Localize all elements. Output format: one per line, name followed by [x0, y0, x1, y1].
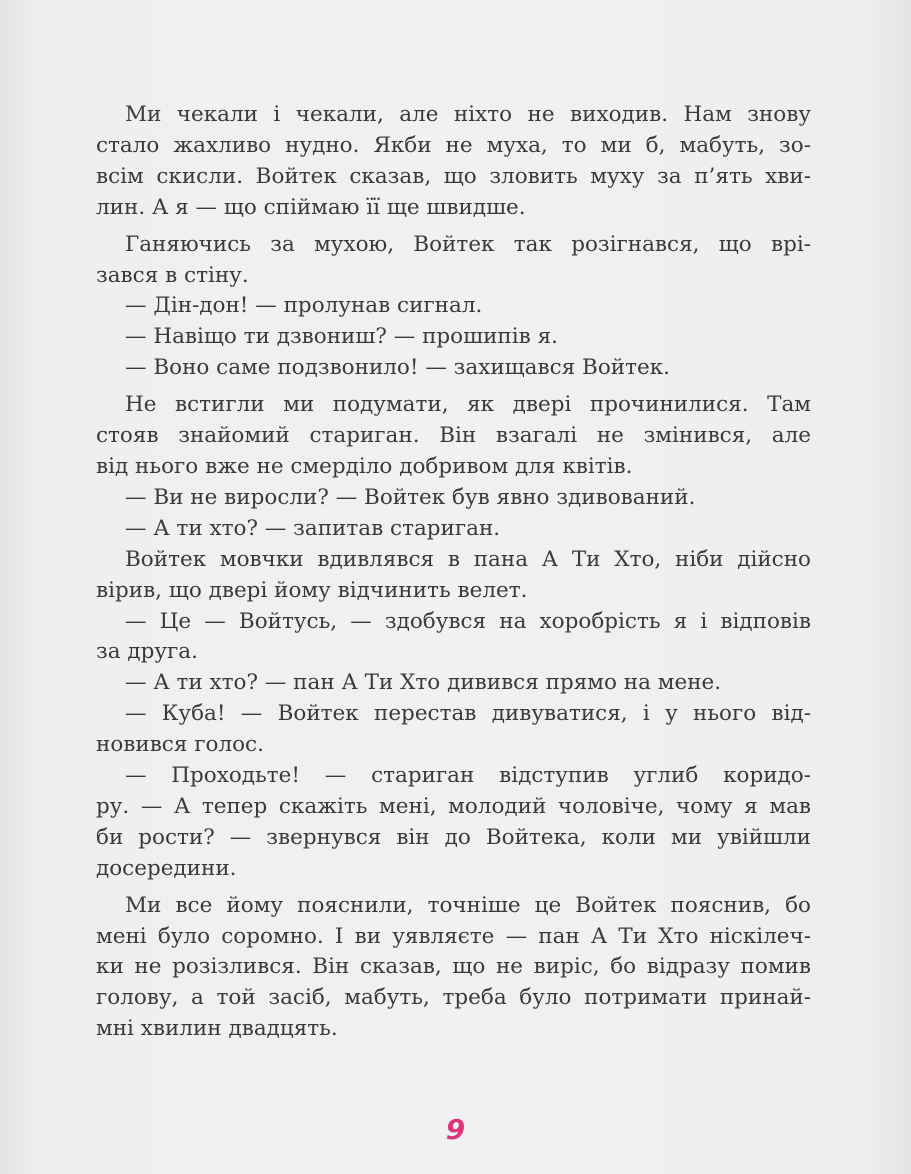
text-line: від нього вже не смерділо добривом для квітів.	[96, 453, 633, 479]
dialogue-line: — Ви не виросли? — Войтек був явно здивований.	[125, 484, 696, 510]
text-line: ки не розізлився. Він сказав, що не виріс, бо відразу помив	[96, 954, 811, 980]
text-line: Войтек мовчки вдивлявся в пана А Ти Хто, ніби дійсно	[125, 546, 811, 572]
dialogue-line: — Куба! — Войтек перестав дивуватися, і у нього від-	[125, 701, 811, 727]
text-line: голову, а той засіб, мабуть, треба було потримати принай-	[96, 985, 811, 1011]
text-line: мні хвилин двадцять.	[96, 1016, 338, 1042]
text-line: новився голос.	[96, 732, 264, 758]
text-line: Ми чекали і чекали, але ніхто не виходив. Нам знову	[125, 102, 811, 127]
dialogue-line: — А ти хто? — пан А Ти Хто дивився прямо на мене.	[125, 670, 722, 696]
text-line: за друга.	[96, 639, 198, 665]
text-line: зався в стіну.	[96, 262, 249, 288]
text-line: стояв знайомий стариган. Він взагалі не змінився, але	[96, 423, 811, 449]
text-line: стало жахливо нудно. Якби не муха, то ми б, мабуть, зо-	[96, 132, 811, 158]
text-line: Ганяючись за мухою, Войтек так розігнався, що врі-	[125, 231, 811, 257]
body-text	[96, 100, 811, 1045]
dialogue-line: — Проходьте! — стариган відступив углиб коридо-	[125, 763, 811, 789]
text-line: би рости? — звернувся він до Войтека, коли ми увійшли	[96, 824, 811, 850]
dialogue-line: — Воно саме подзвонило! — захищався Войтек.	[125, 355, 670, 381]
text-line: мені було соромно. І ви уявляєте — пан А Ти Хто ніскілеч-	[96, 923, 811, 949]
text-line: Ми все йому пояснили, точніше це Войтек пояснив, бо	[125, 892, 811, 918]
text-line: вірив, що двері йому відчинить велет.	[96, 577, 528, 603]
dialogue-line: — Дін-дон! — пролунав сигнал.	[125, 293, 483, 319]
text-line: досередини.	[96, 855, 237, 881]
page-number: 9	[445, 1113, 466, 1146]
text-line: лин. А я — що спіймаю її ще швидше.	[96, 194, 526, 220]
dialogue-line: — Це — Войтусь, — здобувся на хоробрість я і відповів	[125, 608, 811, 634]
dialogue-line: — А ти хто? — запитав стариган.	[125, 515, 501, 541]
text-line: Не встигли ми подумати, як двері прочинилися. Там	[125, 392, 811, 418]
dialogue-line: — Навіщо ти дзвониш? — прошипів я.	[125, 324, 558, 350]
text-line: ру. — А тепер скажіть мені, молодий чоловіче, чому я мав	[96, 793, 811, 819]
text-line: всім скисли. Войтек сказав, що зловить муху за п’ять хви-	[96, 163, 811, 189]
